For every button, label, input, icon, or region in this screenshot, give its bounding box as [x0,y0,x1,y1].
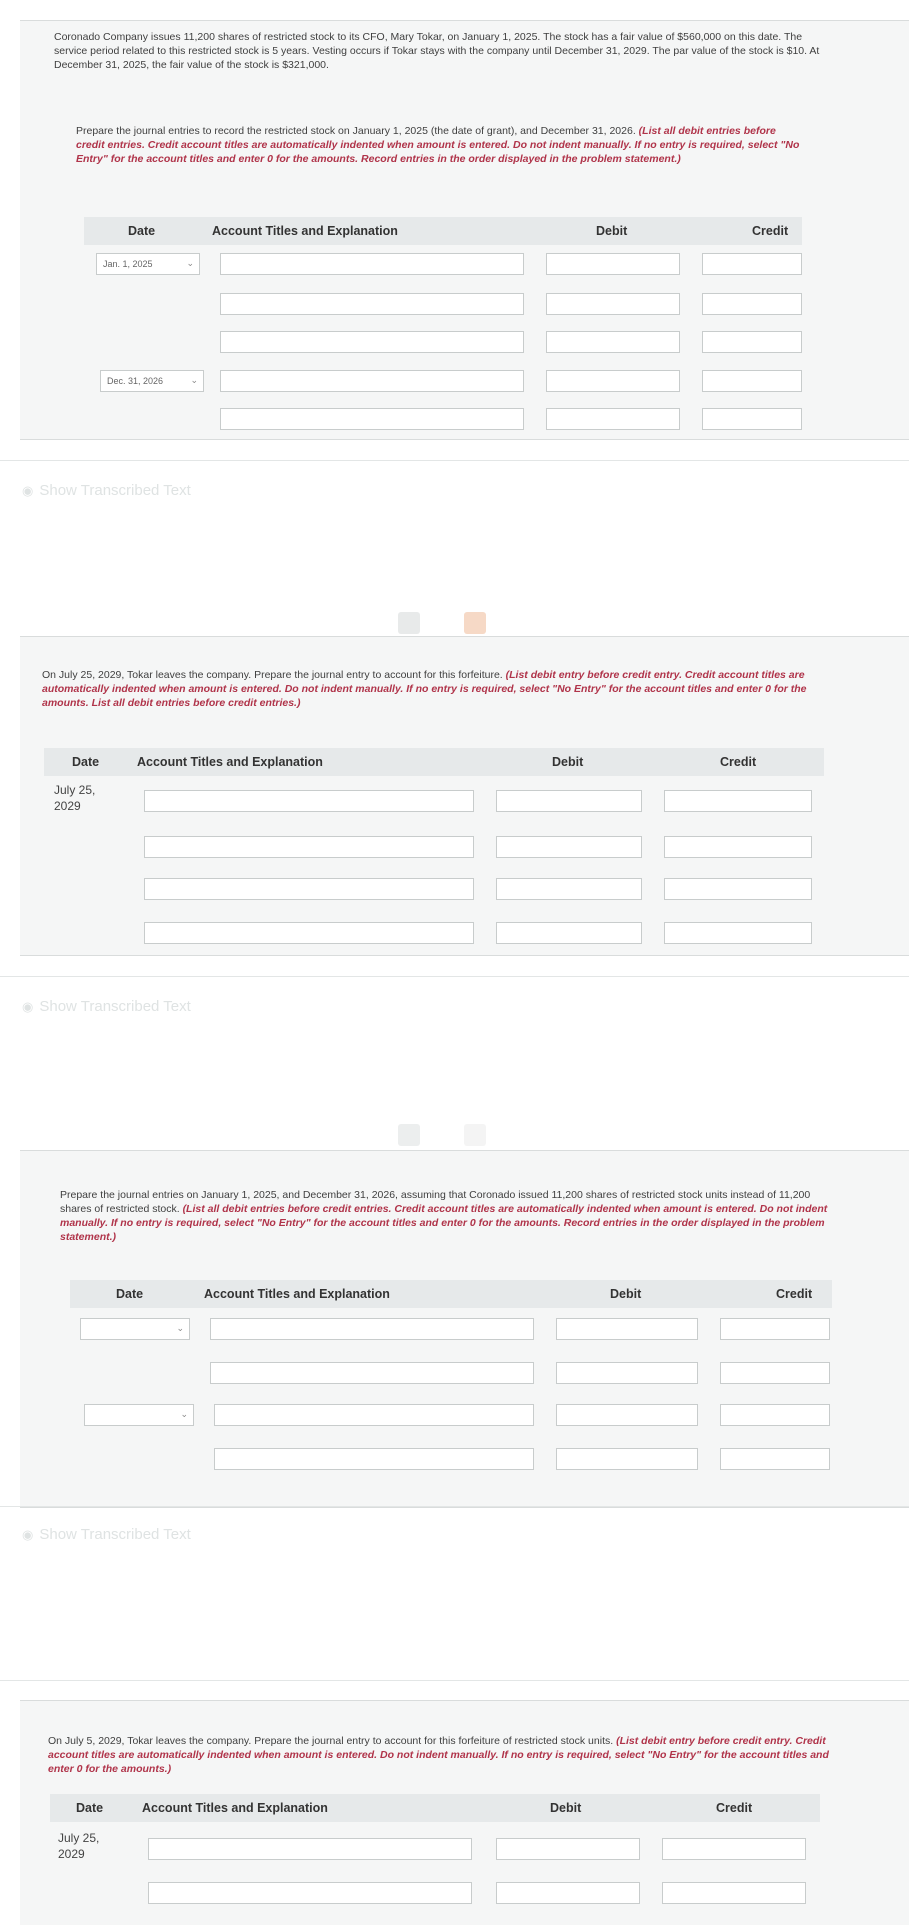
header-account: Account Titles and Explanation [137,755,323,769]
account-title-input[interactable] [220,293,524,315]
debit-amount-input[interactable] [496,836,642,858]
part4-table-header [50,1794,820,1822]
debit-amount-input[interactable] [556,1318,698,1340]
part2-instruction-note: (List debit entry before credit entry. Credit account titles are automatically indented when amount is entered. Do not indent manually. If no entry is required, select "No Entry" for the account titles and enter 0 for the amounts. List all debit entries before credit entries.) [42,669,807,709]
header-debit: Debit [550,1801,582,1815]
eye-icon: ◉ [22,999,34,1014]
part1-table-header [84,217,802,245]
show-transcribed-text-link[interactable] [22,998,191,1015]
header-date: Date [72,755,100,769]
header-credit: Credit [752,224,789,238]
credit-amount-input[interactable] [664,878,812,900]
chevron-down-icon: ⌄ [176,1323,184,1333]
header-credit: Credit [776,1287,813,1301]
ghost-button [398,612,420,634]
debit-amount-input[interactable] [556,1362,698,1384]
header-account: Account Titles and Explanation [204,1287,390,1301]
account-title-input[interactable] [148,1838,472,1860]
date-select[interactable] [80,1318,190,1340]
account-title-input[interactable] [210,1318,534,1340]
date-select-value: Jan. 1, 2025 [103,259,153,269]
account-title-input[interactable] [144,836,474,858]
debit-amount-input[interactable] [496,922,642,944]
header-date: Date [76,1801,104,1815]
header-account: Account Titles and Explanation [212,224,398,238]
account-title-input[interactable] [144,922,474,944]
credit-amount-input[interactable] [662,1838,806,1860]
debit-amount-input[interactable] [556,1448,698,1470]
part1-instructions [76,124,806,166]
credit-amount-input[interactable] [720,1404,830,1426]
debit-amount-input[interactable] [546,408,680,430]
ghost-button [398,1124,420,1146]
eye-icon: ◉ [22,1527,34,1542]
part2-table-header [44,748,824,776]
debit-amount-input[interactable] [496,1882,640,1904]
credit-amount-input[interactable] [702,253,802,275]
chevron-down-icon: ⌄ [180,1409,188,1419]
account-title-input[interactable] [144,790,474,812]
section-divider [0,976,909,977]
problem-intro: Coronado Company issues 11,200 shares of restricted stock to its CFO, Mary Tokar, on January 1, 2025. The stock has a fair value of $560,000 on this date. The service period related to this restricted stock is 5 years. Vesting occurs if Tokar stays with the company until December 31, 2029. The par value of the stock is $10. At December 31, 2025, the fair value of the stock is $321,000. [54,31,820,71]
part3-instruction-text: Prepare the journal entries on January 1, 2025, and December 31, 2026, assuming that Coronado issued 11,200 shares of restricted stock units instead of 11,200 shares of restricted stock. [60,1189,811,1215]
part4-instruction-note: (List debit entry before credit entry. Credit account titles are automatically indented when amount is entered. Do not indent manually. If no entry is required, select "No Entry" for the account titles and enter 0 for the amounts.) [48,1735,829,1775]
section-divider [0,1506,909,1507]
part1-instruction-text: Prepare the journal entries to record the restricted stock on January 1, 2025 (the date of grant), and December 31, 2026. [76,125,636,137]
show-transcribed-text-link[interactable] [22,1526,191,1543]
part4-instructions [48,1734,838,1776]
part3-instructions [60,1188,840,1244]
show-transcribed-label: Show Transcribed Text [39,482,191,499]
part4-instruction-text: On July 5, 2029, Tokar leaves the company. Prepare the journal entry to account for this forfeiture of restricted stock units. [48,1735,614,1747]
part2-instructions [42,668,832,710]
account-title-input[interactable] [220,408,524,430]
section-divider [0,460,909,461]
header-account: Account Titles and Explanation [142,1801,328,1815]
credit-amount-input[interactable] [720,1362,830,1384]
credit-amount-input[interactable] [664,922,812,944]
account-title-input[interactable] [214,1404,534,1426]
header-credit: Credit [716,1801,753,1815]
header-credit: Credit [720,755,757,769]
part1-instruction-note: (List all debit entries before credit entries. Credit account titles are automatically indented when amount is entered. Do not indent manually. If no entry is required, select "No Entry" for the account titles and enter 0 for the amounts. Record entries in the order displayed in the problem statement.) [76,125,800,165]
debit-amount-input[interactable] [496,1838,640,1860]
debit-amount-input[interactable] [546,253,680,275]
part3-instruction-note: (List all debit entries before credit entries. Credit account titles are automatically indented when amount is entered. Do not indent manually. If no entry is required, select "No Entry" for the account titles and enter 0 for the amounts. Record entries in the order displayed in the problem statement.) [60,1203,828,1243]
debit-amount-input[interactable] [556,1404,698,1426]
header-date: Date [116,1287,144,1301]
credit-amount-input[interactable] [702,370,802,392]
account-title-input[interactable] [214,1448,534,1470]
entry-date-label: July 25, 2029 [58,1831,100,1861]
credit-amount-input[interactable] [702,408,802,430]
account-title-input[interactable] [220,370,524,392]
credit-amount-input[interactable] [664,836,812,858]
debit-amount-input[interactable] [496,878,642,900]
ghost-button [464,1124,486,1146]
show-transcribed-text-link[interactable] [22,482,191,499]
account-title-input[interactable] [148,1882,472,1904]
header-debit: Debit [552,755,584,769]
date-select-dec-31-2026[interactable] [100,370,204,392]
account-title-input[interactable] [210,1362,534,1384]
credit-amount-input[interactable] [664,790,812,812]
show-transcribed-label: Show Transcribed Text [39,998,191,1015]
date-select[interactable] [84,1404,194,1426]
credit-amount-input[interactable] [702,331,802,353]
ghost-button [464,612,486,634]
credit-amount-input[interactable] [662,1882,806,1904]
debit-amount-input[interactable] [546,370,680,392]
date-select-jan-1-2025[interactable] [96,253,200,275]
section-divider [0,1680,909,1681]
show-transcribed-label: Show Transcribed Text [39,1526,191,1543]
chevron-down-icon: ⌄ [186,258,194,268]
debit-amount-input[interactable] [496,790,642,812]
debit-amount-input[interactable] [546,293,680,315]
eye-icon: ◉ [22,483,34,498]
account-title-input[interactable] [220,253,524,275]
entry-date-label: July 25, 2029 [54,783,96,813]
date-select-value: Dec. 31, 2026 [107,376,164,386]
credit-amount-input[interactable] [720,1318,830,1340]
header-debit: Debit [610,1287,642,1301]
header-date: Date [128,224,156,238]
debit-amount-input[interactable] [546,331,680,353]
account-title-input[interactable] [144,878,474,900]
credit-amount-input[interactable] [720,1448,830,1470]
credit-amount-input[interactable] [702,293,802,315]
part2-instruction-text: On July 25, 2029, Tokar leaves the company. Prepare the journal entry to account for this forfeiture. [42,669,503,681]
header-debit: Debit [596,224,628,238]
part3-table-header [70,1280,832,1308]
account-title-input[interactable] [220,331,524,353]
chevron-down-icon: ⌄ [190,375,198,385]
